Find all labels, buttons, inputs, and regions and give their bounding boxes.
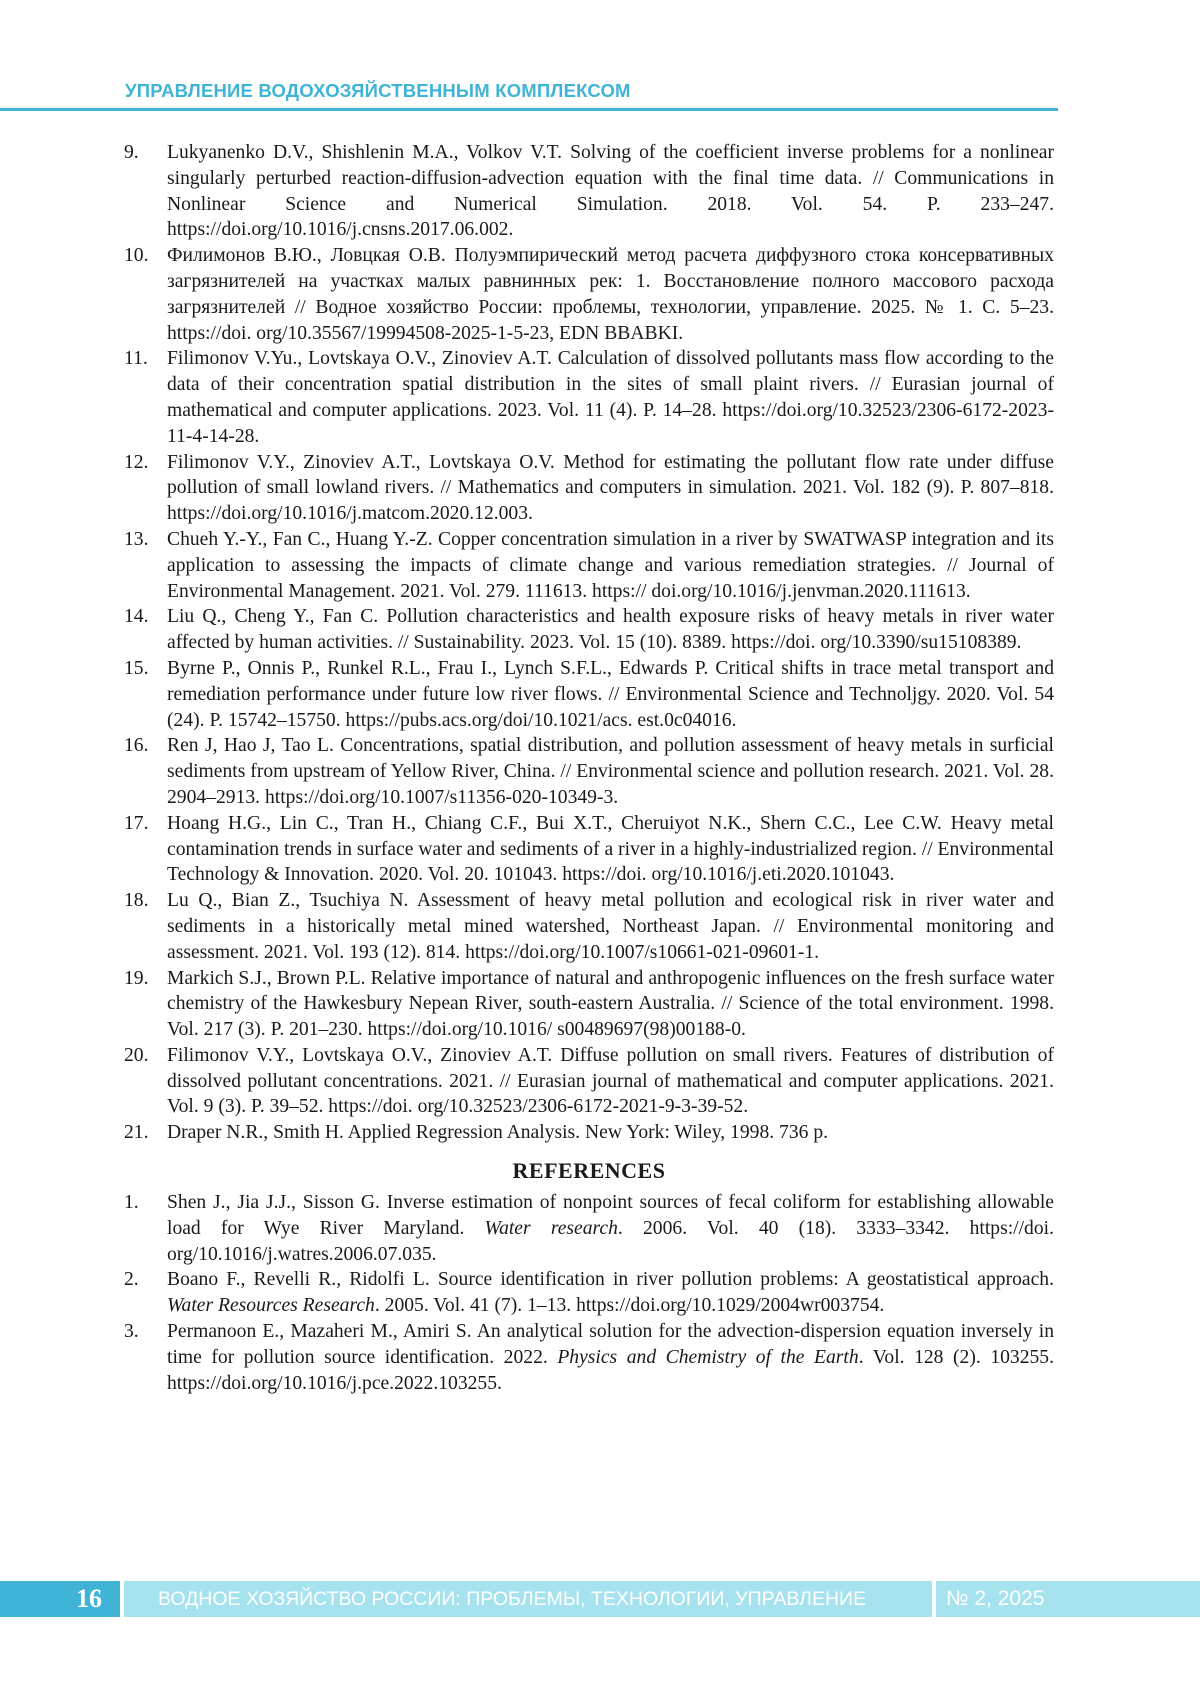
item-text: Filimonov V.Y., Zinoviev A.T., Lovtskaya O.V. Method for estimating the pollutant flow rate under diffuse pollution of small lowland rivers. // Mathematics and computers in simulation. 2021. Vol. 182 (9). P. 807–818. https://doi.org/10.1016/j.matcom.2020.12.003. bbox=[167, 451, 1054, 525]
reference-item bbox=[124, 1319, 1054, 1396]
bibliography-item bbox=[124, 1043, 1054, 1120]
page-footer bbox=[0, 1581, 1200, 1617]
item-number: 12. bbox=[124, 451, 149, 473]
item-number: 9. bbox=[124, 142, 139, 163]
journal-title: Water research bbox=[484, 1217, 618, 1239]
bibliography-item bbox=[124, 1120, 1054, 1146]
bibliography-item bbox=[124, 527, 1054, 604]
item-text: Hoang H.G., Lin C., Tran H., Chiang C.F., Bui X.T., Cheruiyot N.K., Shern C.C., Lee C.W. Heavy metal contamination trends in surface water and sediments of a river in a highly-industrialized region. // Environmental Technology & Innovation. 2020. Vol. 20. 101043. https://doi. org/10.1016/j.eti.2020.101043. bbox=[167, 812, 1054, 886]
item-text-after: . Vol. 128 (2). 103255. https://doi.org/10.1016/j.pce.2022.103255. bbox=[167, 1346, 1055, 1394]
item-number: 21. bbox=[124, 1122, 149, 1144]
item-text: Filimonov V.Yu., Lovtskaya O.V., Zinoviev A.T. Calculation of dissolved pollutants mass flow according to the data of their concentration spatial distribution in the sites of small plaint rivers. // Eurasian journal of mathematical and computer applications. 2023. Vol. 11 (4). P. 14–28. https://doi.org/10.32523/2306-6172-2023-11-4-14-28. bbox=[167, 348, 1054, 447]
item-number: 11. bbox=[124, 348, 148, 370]
references-heading: REFERENCES bbox=[512, 1158, 666, 1184]
bibliography-item bbox=[124, 656, 1054, 733]
journal-title: Water Resources Research bbox=[167, 1295, 375, 1317]
bibliography-item bbox=[124, 243, 1054, 346]
item-text-before: Boano F., Revelli R., Ridolfi L. Source identification in river pollution problems: A geostatistical approach. bbox=[167, 1269, 1054, 1291]
journal-name: ВОДНОЕ ХОЗЯЙСТВО РОССИИ: ПРОБЛЕМЫ, ТЕХНОЛОГИИ, УПРАВЛЕНИЕ bbox=[124, 1581, 932, 1617]
item-number: 14. bbox=[124, 606, 149, 628]
item-text: Markich S.J., Brown P.L. Relative importance of natural and anthropogenic influences on the fresh surface water chemistry of the Hawkesbury Nepean River, south-eastern Australia. // Science of the total environment. 1998. Vol. 217 (3). P. 201–230. https://doi.org/10.1016/ s00489697(98)00188-0. bbox=[167, 967, 1054, 1041]
item-number: 2. bbox=[124, 1269, 139, 1291]
item-text: Lukyanenko D.V., Shishlenin M.A., Volkov V.T. Solving of the coefficient inverse problems for a nonlinear singularly perturbed reaction-diffusion-advection equation with the final time data. // Communications in Nonlinear Science and Numerical Simulation. 2018. Vol. 54. P. 233–247. https://doi.org/10.1016/j.cnsns.2017.06.002. bbox=[167, 142, 1054, 241]
item-number: 15. bbox=[124, 657, 149, 679]
bibliography-item bbox=[124, 966, 1054, 1043]
issue-number: № 2, 2025 bbox=[936, 1581, 1200, 1617]
item-text: Ren J, Hao J, Tao L. Concentrations, spatial distribution, and pollution assessment of heavy metals in surficial sediments from upstream of Yellow River, China. // Environmental science and pollution research. 2021. Vol. 28. 2904–2913. https://doi.org/10.1007/s11356-020-10349-3. bbox=[167, 735, 1054, 808]
item-text-before: Permanoon E., Mazaheri M., Amiri S. An analytical solution for the advection-dispersion equation inversely in time for pollution source identification. 2022. bbox=[167, 1321, 1054, 1368]
page-content bbox=[124, 140, 1054, 1396]
item-text-before: Shen J., Jia J.J., Sisson G. Inverse estimation of nonpoint sources of fecal coliform for establishing allowable load for Wye River Maryland. bbox=[167, 1192, 1054, 1239]
item-text: Филимонов В.Ю., Ловцкая О.В. Полуэмпирический метод расчета диффузного стока консервативных загрязнителей на участках малых равнинных рек: 1. Восстановление полного массового расхода загрязнителей // Водное хозяйство России: проблемы, технологии, управление. 2025. № 1. С. 5–23. https://doi. org/10.35567/19994508-2025-1-5-23, EDN BBABKI. bbox=[167, 245, 1054, 344]
bibliography-item bbox=[124, 888, 1054, 965]
item-text: Lu Q., Bian Z., Tsuchiya N. Assessment of heavy metal pollution and ecological risk in river water and sediments in a historically metal mined watershed, Northeast Japan. // Environmental monitoring and assessment. 2021. Vol. 193 (12). 814. https://doi.org/10.1007/s10661-021-09601-1. bbox=[167, 890, 1054, 963]
journal-title: Physics and Chemistry of the Earth bbox=[557, 1346, 859, 1368]
reference-item bbox=[124, 1267, 1054, 1319]
item-number: 16. bbox=[124, 735, 149, 757]
reference-item bbox=[124, 1190, 1054, 1267]
item-number: 19. bbox=[124, 967, 149, 989]
bibliography-item bbox=[124, 604, 1054, 656]
item-number: 17. bbox=[124, 812, 149, 834]
item-text: Filimonov V.Y., Lovtskaya O.V., Zinoviev A.T. Diffuse pollution on small rivers. Features of distribution of dissolved pollutant concentrations. 2021. // Eurasian journal of mathematical and computer applications. 2021. Vol. 9 (3). P. 39–52. https://doi. org/10.32523/2306-6172-2021-9-3-39-52. bbox=[167, 1044, 1054, 1118]
item-text: Byrne P., Onnis P., Runkel R.L., Frau I., Lynch S.F.L., Edwards P. Critical shifts in trace metal transport and remediation performance under future low river flows. // Environmental Science and Technoljgy. 2020. Vol. 54 (24). P. 15742–15750. https://pubs.acs.org/doi/10.1021/acs. est.0c04016. bbox=[167, 657, 1054, 731]
page-number: 16 bbox=[0, 1581, 120, 1617]
item-number: 18. bbox=[124, 890, 149, 912]
item-text-after: . 2005. Vol. 41 (7). 1–13. https://doi.org/10.1029/2004wr003754. bbox=[374, 1295, 885, 1317]
bibliography-item bbox=[124, 811, 1054, 888]
item-text: Draper N.R., Smith H. Applied Regression Analysis. New York: Wiley, 1998. 736 p. bbox=[167, 1122, 829, 1144]
item-text: Liu Q., Cheng Y., Fan C. Pollution characteristics and health exposure risks of heavy metals in river water affected by human activities. // Sustainability. 2023. Vol. 15 (10). 8389. https://doi. org/10.3390/su15108389. bbox=[167, 606, 1054, 654]
running-head-title: УПРАВЛЕНИЕ ВОДОХОЗЯЙСТВЕННЫМ КОМПЛЕКСОМ bbox=[125, 80, 631, 101]
header-rule bbox=[0, 108, 1058, 111]
item-text: Chueh Y.-Y., Fan C., Huang Y.-Z. Copper concentration simulation in a river by SWATWASP integration and its application to assessing the impacts of climate change and various remediation strategies. // Journal of Environmental Management. 2021. Vol. 279. 111613. https:// doi.org/10.1016/j.jenvman.2020.111613. bbox=[167, 528, 1054, 602]
item-number: 1. bbox=[124, 1192, 139, 1214]
bibliography-list bbox=[124, 140, 1054, 1146]
bibliography-item bbox=[124, 140, 1054, 243]
item-number: 20. bbox=[124, 1044, 149, 1066]
item-number: 10. bbox=[124, 245, 149, 267]
bibliography-item bbox=[124, 346, 1054, 449]
references-list bbox=[124, 1190, 1054, 1396]
bibliography-item bbox=[124, 733, 1054, 810]
bibliography-item bbox=[124, 450, 1054, 527]
item-number: 3. bbox=[124, 1321, 139, 1343]
item-text-after: . 2006. Vol. 40 (18). 3333–3342. https://doi. org/10.1016/j.watres.2006.07.035. bbox=[167, 1217, 1054, 1265]
item-number: 13. bbox=[124, 528, 149, 550]
